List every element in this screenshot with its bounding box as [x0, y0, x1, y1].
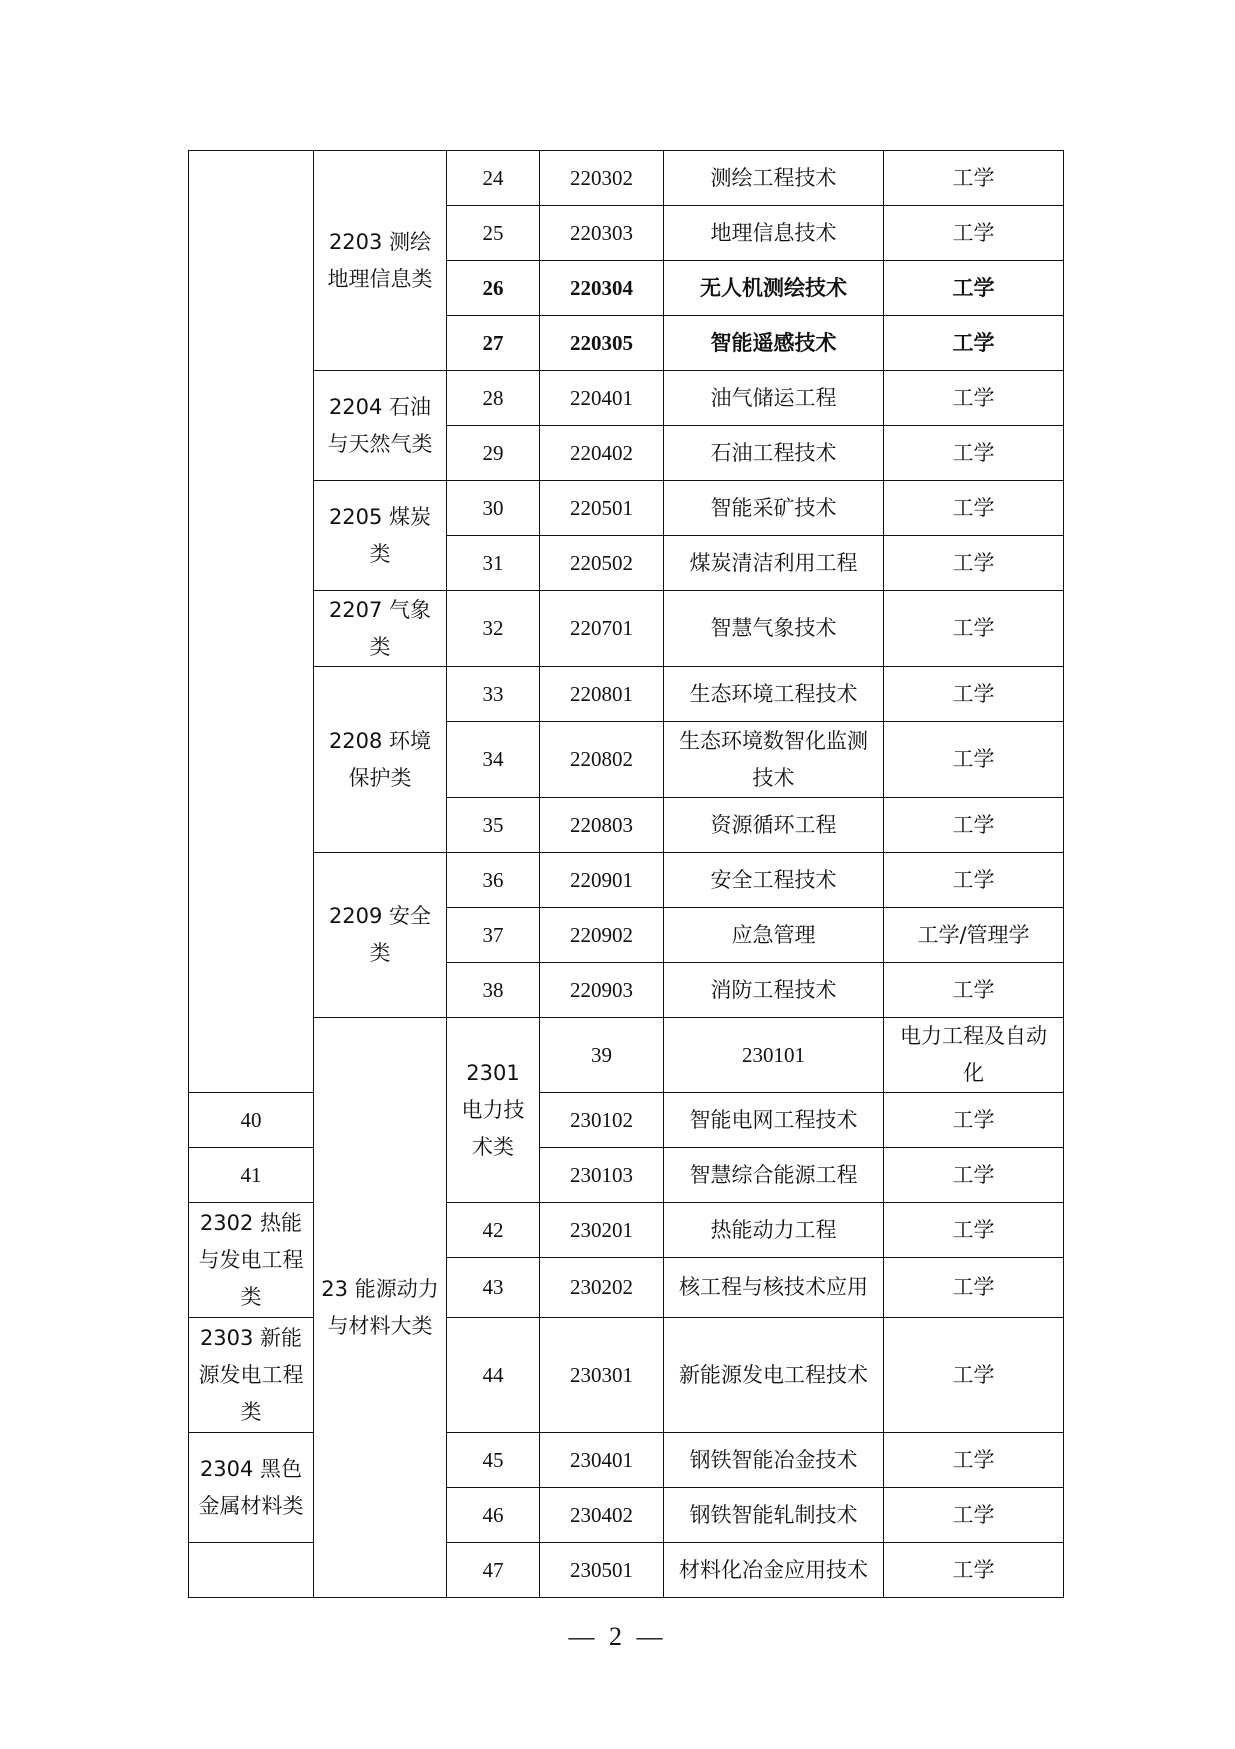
row-number-cell: 29: [447, 426, 540, 481]
major-code-cell: 220902: [540, 908, 664, 963]
row-number-cell: 35: [447, 798, 540, 853]
major-code-cell: 220801: [540, 667, 664, 722]
row-number-cell: 32: [447, 591, 540, 667]
major-name-cell: 生态环境数智化监测技术: [664, 722, 884, 798]
row-number-cell: 39: [540, 1018, 664, 1093]
major-code-cell: 230102: [540, 1093, 664, 1148]
major-name-cell: 智慧气象技术: [664, 591, 884, 667]
major-name-cell: 油气储运工程: [664, 371, 884, 426]
major-code-cell: 220303: [540, 206, 664, 261]
major-code-cell: 220802: [540, 722, 664, 798]
row-number-cell: 34: [447, 722, 540, 798]
major-name-cell: 新能源发电工程技术: [664, 1318, 884, 1433]
major-name-cell: 测绘工程技术: [664, 151, 884, 206]
row-number-cell: 25: [447, 206, 540, 261]
major-code-cell: 230201: [540, 1203, 664, 1258]
degree-category-cell: 工学: [884, 206, 1064, 261]
row-number-cell: 43: [447, 1258, 540, 1318]
degree-category-cell: 工学: [884, 151, 1064, 206]
major-code-cell: 220401: [540, 371, 664, 426]
table-row: [189, 371, 1064, 426]
category-cell: [189, 151, 314, 1093]
major-code-cell: 220803: [540, 798, 664, 853]
table-row: [189, 1018, 1064, 1093]
subgroup-cell: 2303 新能源发电工程类: [189, 1318, 314, 1433]
degree-category-cell: 工学: [884, 722, 1064, 798]
major-name-cell: 资源循环工程: [664, 798, 884, 853]
row-number-cell: 38: [447, 963, 540, 1018]
major-code-cell: 220302: [540, 151, 664, 206]
subgroup-cell: 2301 电力技术类: [447, 1018, 540, 1203]
subgroup-cell: 2207 气象类: [314, 591, 447, 667]
row-number-cell: 30: [447, 481, 540, 536]
major-code-cell: 230101: [664, 1018, 884, 1093]
major-code-cell: 230401: [540, 1433, 664, 1488]
row-number-cell: 42: [447, 1203, 540, 1258]
degree-category-cell: 工学: [884, 667, 1064, 722]
row-number-cell: 26: [447, 261, 540, 316]
major-code-cell: 220901: [540, 853, 664, 908]
major-code-cell: 230202: [540, 1258, 664, 1318]
degree-category-cell: 工学: [884, 1093, 1064, 1148]
degree-category-cell: 工学: [884, 1543, 1064, 1598]
row-number-cell: 33: [447, 667, 540, 722]
major-code-cell: 220402: [540, 426, 664, 481]
table-row: [189, 591, 1064, 667]
major-name-cell: 电力工程及自动化: [884, 1018, 1064, 1093]
subgroup-cell: 2302 热能与发电工程类: [189, 1203, 314, 1318]
row-number-cell: 44: [447, 1318, 540, 1433]
major-name-cell: 生态环境工程技术: [664, 667, 884, 722]
major-code-cell: 230103: [540, 1148, 664, 1203]
major-catalog-table: [188, 150, 1064, 1598]
major-name-cell: 智能遥感技术: [664, 316, 884, 371]
subgroup-cell: 2304 黑色金属材料类: [189, 1433, 314, 1543]
major-code-cell: 220304: [540, 261, 664, 316]
subgroup-cell: [189, 1543, 314, 1598]
row-number-cell: 46: [447, 1488, 540, 1543]
major-name-cell: 石油工程技术: [664, 426, 884, 481]
document-table-container: [188, 150, 1063, 1598]
major-code-cell: 220305: [540, 316, 664, 371]
major-code-cell: 230501: [540, 1543, 664, 1598]
category-cell: 23 能源动力与材料大类: [314, 1018, 447, 1598]
major-name-cell: 安全工程技术: [664, 853, 884, 908]
row-number-cell: 24: [447, 151, 540, 206]
row-number-cell: 40: [189, 1093, 314, 1148]
degree-category-cell: 工学: [884, 481, 1064, 536]
major-name-cell: 核工程与核技术应用: [664, 1258, 884, 1318]
subgroup-cell: 2205 煤炭类: [314, 481, 447, 591]
major-code-cell: 220701: [540, 591, 664, 667]
major-name-cell: 智慧综合能源工程: [664, 1148, 884, 1203]
row-number-cell: 36: [447, 853, 540, 908]
major-code-cell: 230301: [540, 1318, 664, 1433]
subgroup-cell: 2204 石油与天然气类: [314, 371, 447, 481]
degree-category-cell: 工学: [884, 798, 1064, 853]
row-number-cell: 37: [447, 908, 540, 963]
major-name-cell: 消防工程技术: [664, 963, 884, 1018]
major-name-cell: 钢铁智能冶金技术: [664, 1433, 884, 1488]
degree-category-cell: 工学/管理学: [884, 908, 1064, 963]
major-code-cell: 230402: [540, 1488, 664, 1543]
degree-category-cell: 工学: [884, 1433, 1064, 1488]
major-name-cell: 无人机测绘技术: [664, 261, 884, 316]
degree-category-cell: 工学: [884, 536, 1064, 591]
degree-category-cell: 工学: [884, 1258, 1064, 1318]
row-number-cell: 27: [447, 316, 540, 371]
page-number: — 2 —: [568, 1622, 667, 1651]
degree-category-cell: 工学: [884, 1203, 1064, 1258]
major-name-cell: 钢铁智能轧制技术: [664, 1488, 884, 1543]
major-name-cell: 应急管理: [664, 908, 884, 963]
major-name-cell: 材料化冶金应用技术: [664, 1543, 884, 1598]
major-code-cell: 220903: [540, 963, 664, 1018]
table-row: [189, 667, 1064, 722]
table-row: [189, 853, 1064, 908]
degree-category-cell: 工学: [884, 591, 1064, 667]
table-row: [189, 151, 1064, 206]
row-number-cell: 28: [447, 371, 540, 426]
major-name-cell: 智能采矿技术: [664, 481, 884, 536]
degree-category-cell: 工学: [884, 316, 1064, 371]
subgroup-cell: 2209 安全类: [314, 853, 447, 1018]
major-code-cell: 220502: [540, 536, 664, 591]
major-name-cell: 智能电网工程技术: [664, 1093, 884, 1148]
row-number-cell: 31: [447, 536, 540, 591]
major-name-cell: 煤炭清洁利用工程: [664, 536, 884, 591]
major-code-cell: 220501: [540, 481, 664, 536]
subgroup-cell: 2208 环境保护类: [314, 667, 447, 853]
degree-category-cell: 工学: [884, 426, 1064, 481]
degree-category-cell: 工学: [884, 963, 1064, 1018]
table-row: [189, 481, 1064, 536]
degree-category-cell: 工学: [884, 1318, 1064, 1433]
degree-category-cell: 工学: [884, 1488, 1064, 1543]
degree-category-cell: 工学: [884, 371, 1064, 426]
row-number-cell: 45: [447, 1433, 540, 1488]
degree-category-cell: 工学: [884, 1148, 1064, 1203]
subgroup-cell: 2203 测绘地理信息类: [314, 151, 447, 371]
major-name-cell: 地理信息技术: [664, 206, 884, 261]
degree-category-cell: 工学: [884, 261, 1064, 316]
row-number-cell: 41: [189, 1148, 314, 1203]
major-name-cell: 热能动力工程: [664, 1203, 884, 1258]
row-number-cell: 47: [447, 1543, 540, 1598]
degree-category-cell: 工学: [884, 853, 1064, 908]
